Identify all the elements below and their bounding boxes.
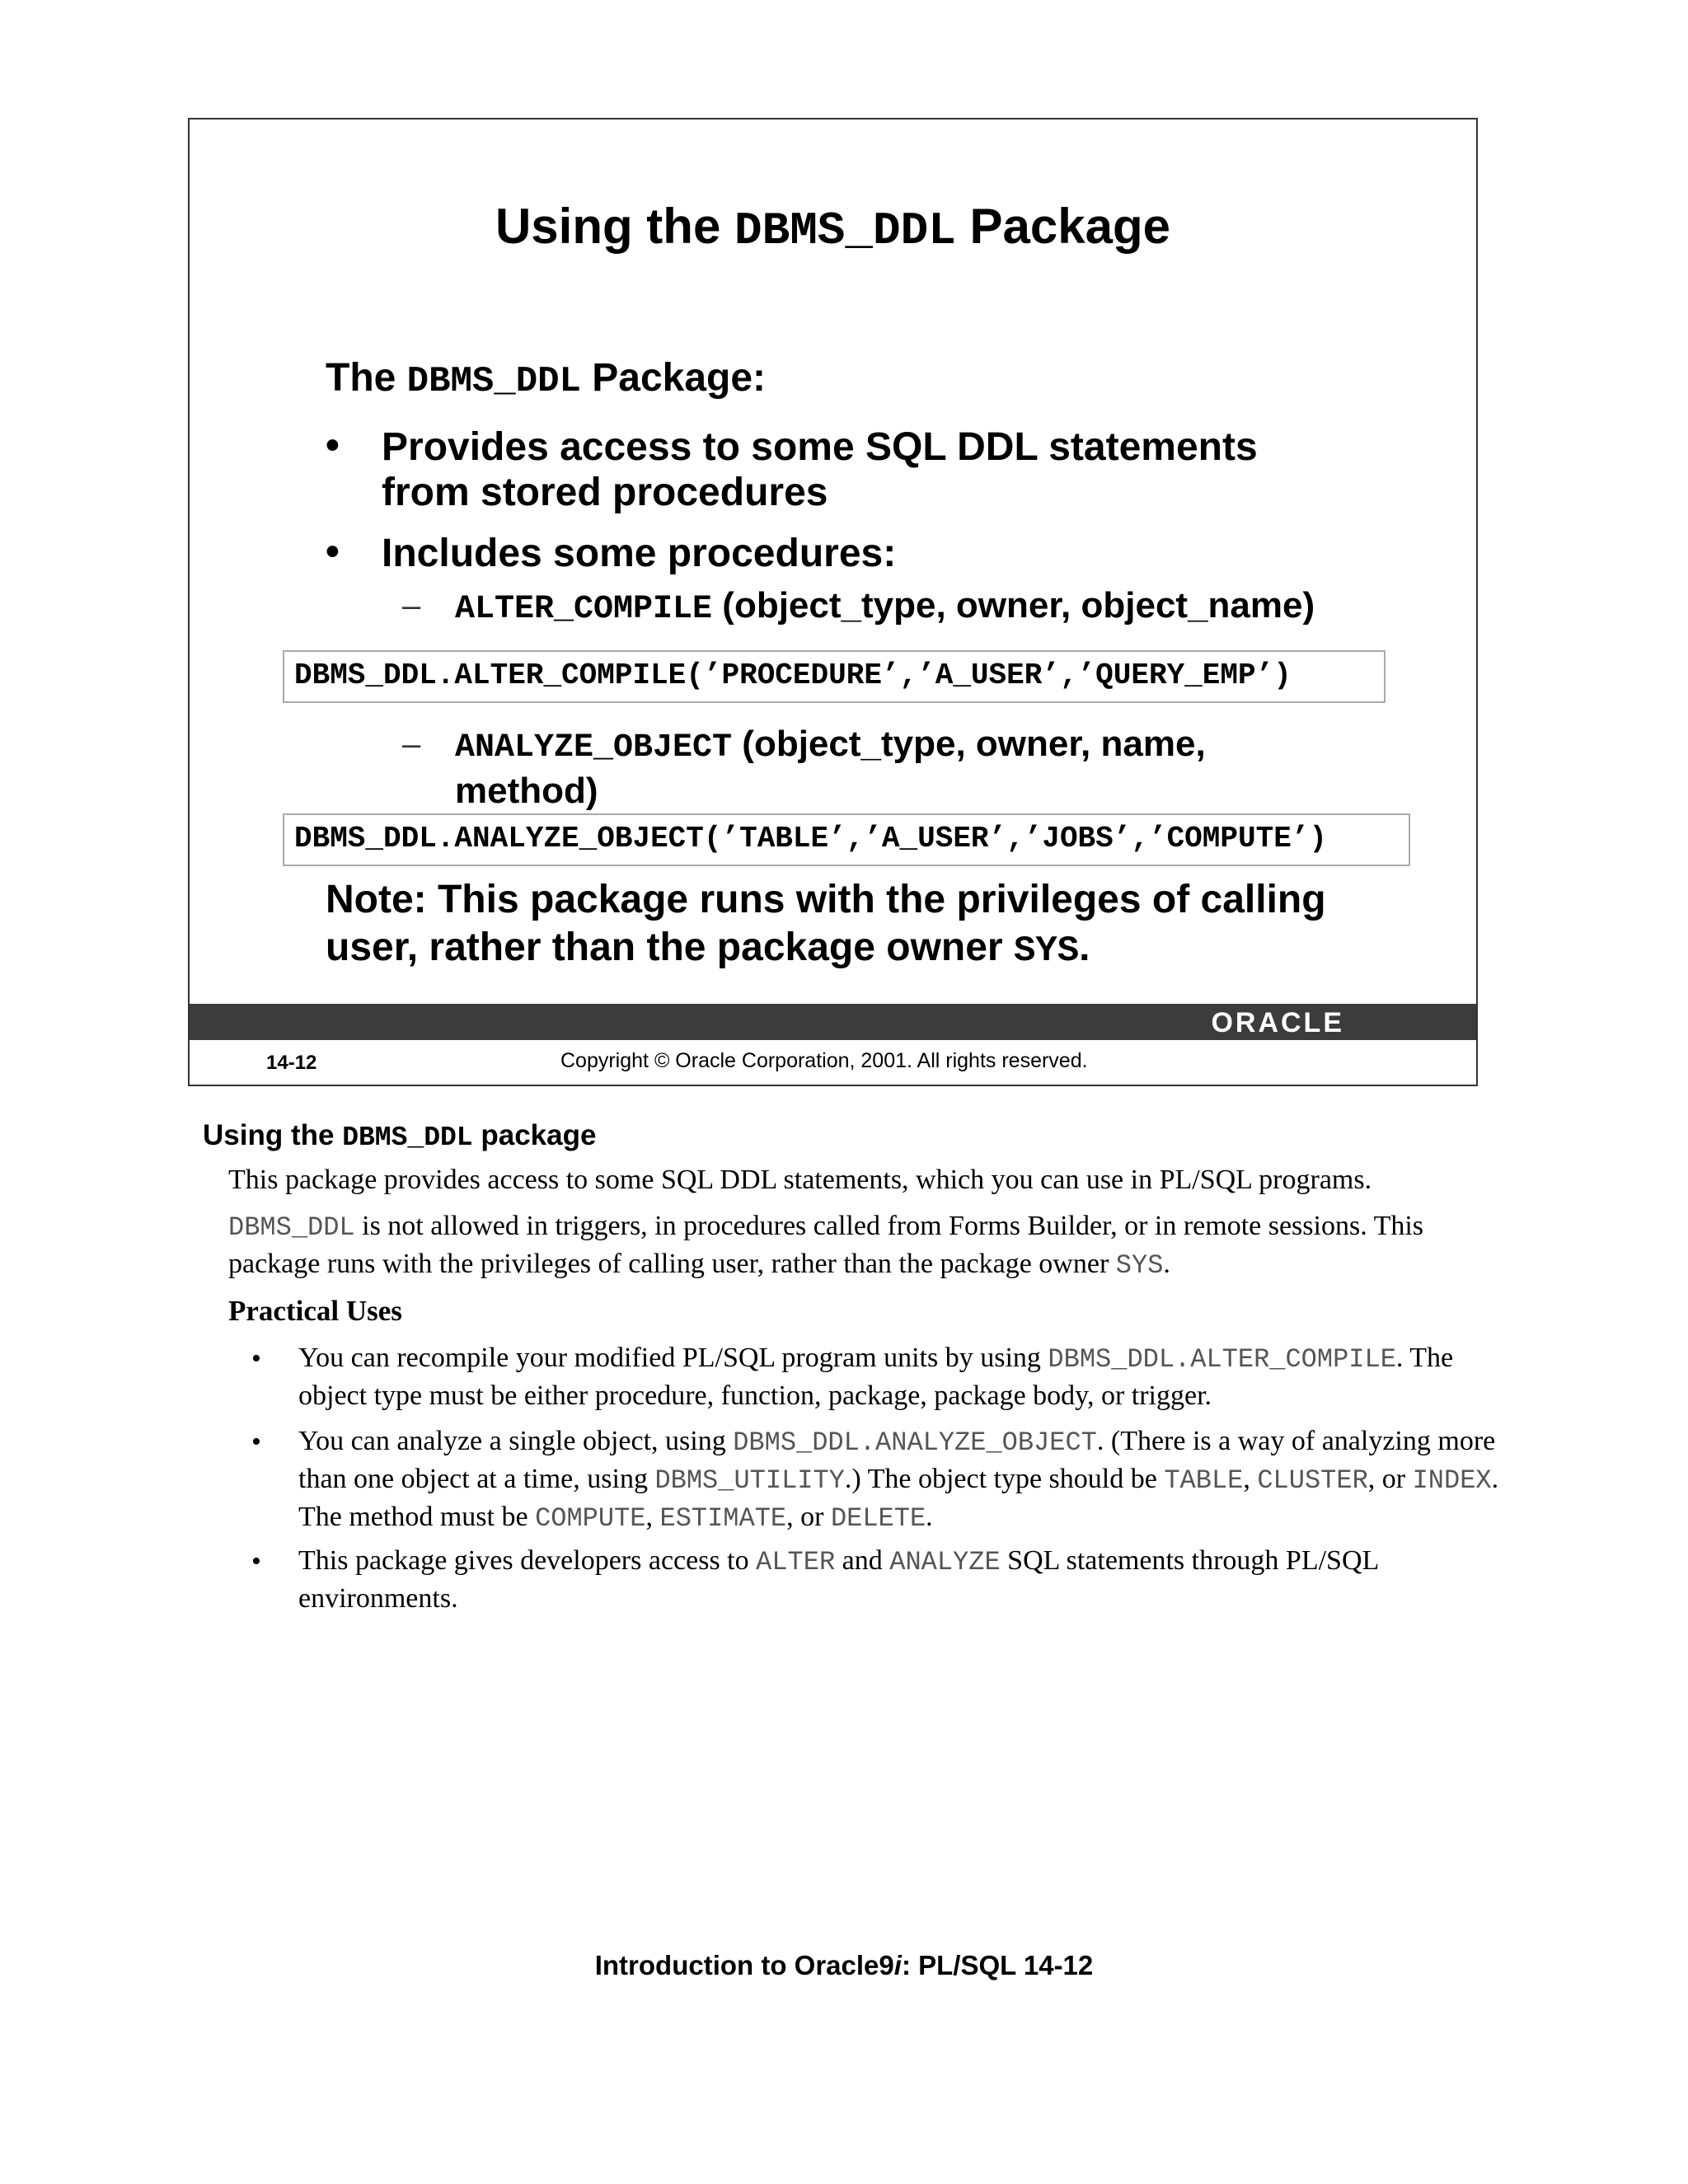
slide-footer-bar — [190, 1004, 1476, 1040]
slide — [188, 118, 1478, 1086]
oracle-logo: ORACLE — [1211, 1007, 1344, 1038]
slide-number: 14-12 — [266, 1052, 317, 1074]
page-footer: Introduction to Oracle9i: PL/SQL 14-12 — [594, 1950, 1094, 1980]
dash-icon: – — [402, 726, 421, 762]
copyright-text: Copyright © Oracle Corporation, 2001. All rights reserved. — [560, 1049, 1088, 1072]
practical-bullet-2: You can analyze a single object, using DBMS_DDL.ANALYZE_OBJECT. (There is a way of analyzing more than one object at a time, using DBMS_UTILITY.) The object type should be TABLE, CLUSTER, or INDEX. The method must be COMPUTE, ESTIMATE, or DELETE. — [298, 1426, 1499, 1534]
bullet-dot-icon: • — [251, 1343, 261, 1374]
bullet-dot-icon: • — [251, 1546, 261, 1577]
sub-item-alter-compile: ALTER_COMPILE (object_type, owner, object_name) — [455, 585, 1315, 628]
practical-bullet-1: You can recompile your modified PL/SQL program units by using DBMS_DDL.ALTER_COMPILE. The object type must be either procedure, function, package, package body, or trigger. — [298, 1343, 1454, 1411]
bullet-dot-icon: • — [326, 424, 340, 467]
code-alter-compile: DBMS_DDL.ALTER_COMPILE(’PROCEDURE’,’A_USER’,’QUERY_EMP’) — [283, 650, 1386, 703]
bullet-provides-access: Provides access to some SQL DDL statements from stored procedures — [382, 425, 1258, 514]
dash-icon: – — [402, 588, 421, 624]
notes-paragraph-1: This package provides access to some SQL DDL statements, which you can use in PL/SQL programs. — [228, 1165, 1372, 1195]
sub-item-analyze-object: ANALYZE_OBJECT (object_type, owner, name, method) — [455, 724, 1206, 811]
bullet-dot-icon: • — [251, 1427, 261, 1457]
notes-title: Using the DBMS_DDL package — [203, 1119, 597, 1153]
code-analyze-object: DBMS_DDL.ANALYZE_OBJECT(’TABLE’,’A_USER’,’JOBS’,’COMPUTE’) — [283, 813, 1410, 866]
bullet-dot-icon: • — [326, 530, 340, 574]
package-heading: The DBMS_DDL Package: — [326, 356, 767, 402]
practical-uses-title: Practical Uses — [228, 1295, 402, 1327]
slide-title: Using the DBMS_DDL Package — [495, 199, 1171, 257]
practical-bullet-3: This package gives developers access to ALTER and ANALYZE SQL statements through PL/SQL environments. — [298, 1545, 1379, 1614]
slide-note: Note: This package runs with the privileges of calling user, rather than the package owner SYS. — [326, 878, 1326, 972]
bullet-includes-procedures: Includes some procedures: — [382, 532, 897, 575]
notes-paragraph-2: DBMS_DDL is not allowed in triggers, in procedures called from Forms Builder, or in remote sessions. This package runs with the privileges of calling user, rather than the package owner SYS. — [228, 1211, 1424, 1281]
